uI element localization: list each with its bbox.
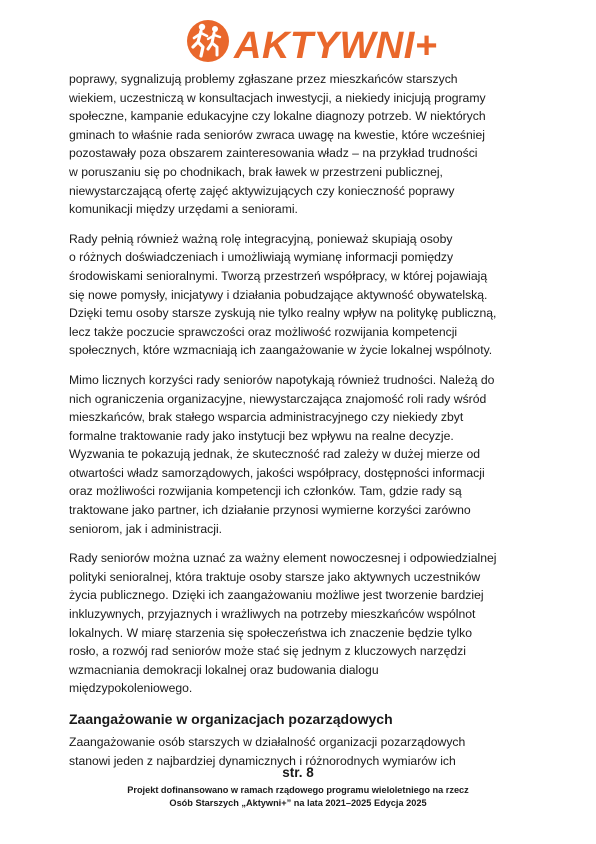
text-line: stanowi jeden z najbardziej dynamicznych i różnorodnych wymiarów ich (69, 753, 456, 768)
text-line: w poruszaniu się po chodnikach, brak ławek w przestrzeni publicznej, (69, 164, 443, 179)
text-line: lokalnych. W miarę starzenia się społeczeństwa ich znaczenie będzie tylko (69, 625, 473, 640)
text-line: poprawy, sygnalizują problemy zgłaszane przez mieszkańców starszych (69, 72, 458, 86)
text-line: społeczne, kampanie edukacyjne czy lokalne diagnozy potrzeb. W niektórych (69, 109, 486, 124)
text-line: Zaangażowanie osób starszych w działalność organizacji pozarządowych (69, 735, 466, 749)
text-line: się nowe pomysły, inicjatywy i działania pobudzające aktywność obywatelską. (69, 287, 488, 302)
text-line: Wyzwania te pokazują jednak, że skuteczność rad zależy w dużej mierze od (69, 447, 481, 462)
text-line: Dzięki temu osoby starsze zyskują nie tylko realny wpływ na politykę publiczną, (69, 306, 497, 321)
page-footer (0, 764, 596, 809)
text-line: komunikacji między urzędami a seniorami. (69, 202, 298, 217)
section-heading: Zaangażowanie w organizacjach pozarządowych (69, 711, 393, 727)
logo-wordmark: AKTYWNI+ (234, 25, 438, 67)
text-line: lecz także poczucie sprawczości oraz możliwość rozwijania kompetencji (69, 324, 458, 339)
text-line: nich ograniczenia organizacyjne, niewystarczająca znajomość roli rady wśród (69, 391, 487, 406)
text-line: seniorom, jak i administracji. (69, 521, 223, 536)
text-line: mieszkańców, brak stałego wsparcia administracyjnego czy niekiedy zbyt (69, 410, 464, 425)
text-line: środowiskami senioralnymi. Tworzą przestrzeń współpracy, w której pojawiają (69, 268, 488, 283)
text-line: Rady seniorów można uznać za ważny element nowoczesnej i odpowiedzialnej (69, 551, 497, 566)
text-line: międzypokoleniowego. (69, 681, 193, 696)
paragraph (69, 230, 531, 360)
text-line: otwartości władz samorządowych, jakości współpracy, dostępności informacji (69, 465, 485, 480)
text-line: wiekiem, uczestniczą w konsultacjach inwestycji, a niekiedy inicjują programy (69, 90, 486, 105)
text-line: formalne traktowanie rady jako instytucji bez wpływu na realne decyzje. (69, 428, 454, 443)
paragraph (69, 371, 531, 538)
page-header (0, 14, 596, 70)
text-line: pozostawały poza obszarem zainteresowania władz – na przykład trudności (69, 146, 478, 161)
logo-emblem-circle (187, 20, 229, 62)
text-line: traktowane jako partner, ich działanie przynosi wymierne korzyści zarówno (69, 503, 471, 518)
text-line: oraz możliwości rozwijania kompetencji ich członków. Tam, gdzie rady są (69, 484, 462, 499)
text-line: o różnych doświadczeniach i umożliwiają wymianę informacji pomiędzy (69, 250, 454, 265)
text-line: polityki senioralnej, która traktuje osoby starsze jako aktywnych uczestników (69, 569, 481, 584)
funding-note-line-2: Osób Starszych „Aktywni+” na lata 2021–2025 Edycja 2025 (169, 797, 427, 808)
text-line: gminach to właśnie rada seniorów zwraca uwagę na kwestie, które wcześniej (69, 127, 485, 142)
text-line: Rady pełnią również ważną rolę integracyjną, ponieważ skupiają osoby (69, 231, 453, 246)
paragraph (69, 549, 531, 698)
text-line: Mimo licznych korzyści rady seniorów napotykają również trudności. Należą do (69, 372, 495, 387)
text-line: inkluzywnych, przyjaznych i wrażliwych na potrzeby mieszkańców wspólnot (69, 607, 476, 622)
funding-note-line-1: Projekt dofinansowano w ramach rządowego programu wieloletniego na rzecz (127, 785, 469, 795)
text-line: społecznych, które wzmacniają ich zaangażowanie w życie lokalnej wspólnoty. (69, 343, 493, 358)
paragraph (69, 70, 531, 219)
text-line: wzmacniania demokracji lokalnej oraz budowania dialogu (69, 662, 379, 677)
aktywni-logo (186, 14, 438, 70)
text-line: życia publicznego. Dzięki ich zaangażowaniu możliwe jest tworzenie bardziej (69, 588, 484, 603)
page-number: str. 8 (282, 765, 314, 780)
document-body (69, 70, 531, 781)
text-line: rosło, a rozwój rad seniorów może stać się jednym z kluczowych narzędzi (69, 644, 466, 659)
text-line: niewystarczającą ofertę zajęć aktywizujących czy konieczność poprawy (69, 183, 455, 198)
